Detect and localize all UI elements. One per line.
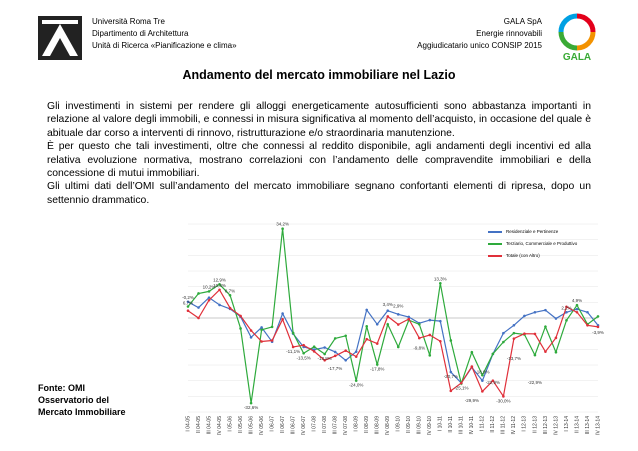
- data-point: [355, 350, 358, 353]
- paragraph: Gli investimenti in sistemi per rendere gli alloggi energeticamente autosufficienti sono abbastanza importanti in relazione al valore degli immobili, e connessi in misura significativa al momento dell’acquisto, in occasione del quale è abituale dar corso a interventi di rinnovo, ristrutturazione e/o straordinaria manutenzione.: [47, 101, 591, 139]
- data-point: [260, 326, 263, 329]
- tick-label: I 04-05: [185, 416, 192, 432]
- data-label: -20,7%: [443, 374, 458, 380]
- data-point: [586, 324, 589, 327]
- tick-label: I 10-11: [437, 416, 444, 432]
- data-point: [344, 349, 347, 352]
- header-left-line: Università Roma Tre: [92, 17, 165, 26]
- data-point: [555, 351, 558, 354]
- data-point: [397, 346, 400, 349]
- data-point: [502, 395, 505, 398]
- tick-label: I 09-10: [395, 416, 402, 432]
- data-point: [481, 379, 484, 382]
- data-point: [428, 354, 431, 357]
- data-point: [292, 332, 295, 335]
- tick-label: III 10-11: [458, 416, 465, 434]
- tick-label: III 08-09: [374, 416, 381, 435]
- tick-label: II 07-08: [321, 416, 328, 433]
- data-point: [250, 336, 253, 339]
- data-label: -25,1%: [454, 385, 469, 391]
- tick-label: II 05-06: [237, 416, 244, 433]
- header-company: [417, 16, 542, 52]
- tick-label: I 12-13: [521, 416, 528, 432]
- data-point: [229, 307, 232, 310]
- tick-label: IV 05-06: [258, 416, 265, 435]
- data-point: [428, 319, 431, 322]
- tick-label: III 09-10: [416, 416, 423, 435]
- data-label: -32,6%: [243, 405, 259, 411]
- data-label: 10,8%: [213, 282, 226, 288]
- data-point: [355, 379, 358, 382]
- data-point: [555, 337, 558, 340]
- legend-item: [488, 250, 598, 262]
- data-point: [334, 337, 337, 340]
- data-point: [576, 304, 579, 307]
- paragraph: È per questo che tali investimenti, oltre che connessi al reddito disponibile, agli andamenti degli incentivi ed alla relativa evoluzione normativa, mostrano correlazioni con l’andamento delle compravendite immobiliari e della concessione di mutui immobiliari.: [47, 141, 591, 180]
- tick-label: II 08-09: [364, 416, 371, 433]
- data-point: [281, 227, 284, 230]
- data-point: [386, 309, 389, 312]
- data-point: [292, 346, 295, 349]
- legend-label: Totale (con Altro): [506, 253, 540, 258]
- data-point: [187, 305, 190, 308]
- tick-label: III 07-08: [332, 416, 339, 435]
- data-label: -13,7%: [506, 355, 522, 361]
- legend-item: [488, 238, 598, 250]
- gala-logo: [554, 12, 600, 62]
- tick-label: IV 07-08: [343, 416, 350, 435]
- tick-label: IV 12-13: [553, 416, 560, 435]
- data-point: [439, 340, 442, 343]
- data-label: 8,7%: [224, 288, 236, 294]
- tick-label: II 06-07: [279, 416, 286, 433]
- data-point: [197, 317, 200, 320]
- data-label: 10,2%: [202, 284, 216, 290]
- header-institution: [92, 16, 237, 52]
- tick-label: IV 09-10: [427, 416, 434, 435]
- data-point: [239, 327, 242, 330]
- source-note: [38, 382, 126, 418]
- data-point: [365, 309, 368, 312]
- data-point: [376, 323, 379, 326]
- header-right-line: Energie rinnovabili: [476, 29, 542, 38]
- data-point: [576, 311, 579, 314]
- data-point: [534, 333, 537, 336]
- paragraph: Gli ultimi dati dell’OMI sull’andamento del mercato immobiliare segnano confortanti elementi di ripresa, dopo un settennio drammatico.: [47, 181, 591, 206]
- data-label: -11,1%: [286, 348, 301, 354]
- tick-label: I 13-14: [563, 416, 570, 432]
- chart-legend: [488, 226, 598, 262]
- data-point: [450, 390, 453, 393]
- tick-label: I 07-08: [311, 416, 318, 432]
- data-point: [260, 328, 263, 331]
- data-point: [365, 325, 368, 328]
- data-point: [439, 282, 442, 285]
- gala-logo-text: GALA: [562, 52, 592, 62]
- tick-label: IV 06-07: [300, 416, 307, 435]
- data-point: [418, 323, 421, 326]
- data-label: -13,5%: [296, 355, 311, 361]
- data-label: 2,9%: [393, 303, 404, 309]
- data-point: [576, 308, 579, 311]
- data-point: [218, 304, 221, 307]
- source-line: Mercato Immobiliare: [38, 407, 126, 417]
- data-point: [597, 315, 600, 318]
- tick-label: II 11-12: [490, 416, 497, 433]
- tick-label: II 04-05: [195, 416, 202, 433]
- data-point: [407, 318, 410, 321]
- data-label: 34,2%: [276, 221, 289, 227]
- university-logo: [38, 16, 82, 60]
- data-point: [397, 313, 400, 316]
- data-point: [218, 289, 221, 292]
- data-point: [365, 338, 368, 341]
- data-label: 6,7%: [182, 300, 194, 306]
- data-point: [376, 363, 379, 366]
- data-point: [197, 292, 200, 295]
- source-line: Fonte: OMI: [38, 383, 85, 393]
- data-label: 2,2%: [561, 305, 572, 311]
- data-point: [397, 323, 400, 326]
- data-point: [386, 323, 389, 326]
- data-point: [250, 329, 253, 332]
- data-point: [523, 332, 526, 335]
- data-point: [239, 315, 242, 318]
- data-point: [271, 326, 274, 329]
- tick-label: II 10-11: [448, 416, 455, 433]
- data-label: -3,9%: [592, 330, 604, 336]
- data-label: 3,4%: [382, 302, 393, 308]
- data-point: [513, 332, 516, 335]
- data-label: -9,8%: [413, 345, 426, 351]
- data-label: -13,8%: [317, 356, 332, 362]
- tick-label: II 13-14: [574, 416, 581, 433]
- tick-label: IV 13-14: [595, 416, 602, 435]
- data-point: [544, 325, 547, 328]
- data-point: [302, 352, 305, 355]
- data-point: [334, 351, 337, 354]
- data-point: [544, 350, 547, 353]
- data-point: [450, 339, 453, 342]
- data-label: -22,9%: [485, 379, 501, 385]
- data-label: -18,9%: [475, 369, 490, 375]
- data-point: [344, 359, 347, 362]
- tick-label: III 05-06: [248, 416, 255, 435]
- data-point: [281, 312, 284, 315]
- data-point: [344, 334, 347, 337]
- data-point: [271, 339, 274, 342]
- data-point: [471, 351, 474, 354]
- data-point: [313, 345, 316, 348]
- data-point: [208, 290, 211, 293]
- tick-label: IV 10-11: [469, 416, 476, 435]
- data-point: [323, 346, 326, 349]
- data-point: [229, 294, 232, 297]
- tick-label: I 11-12: [479, 416, 486, 432]
- tick-label: I 05-06: [227, 416, 234, 432]
- tick-label: I 08-09: [353, 416, 360, 432]
- legend-swatch: [488, 243, 502, 245]
- data-point: [187, 309, 190, 312]
- legend-label: Terziario, Commerciale e Produttivo: [506, 241, 578, 246]
- data-point: [555, 317, 558, 320]
- data-label: 12,9%: [213, 277, 226, 283]
- data-point: [597, 326, 600, 329]
- data-point: [376, 342, 379, 345]
- data-point: [471, 365, 474, 368]
- tick-label: I 06-07: [269, 416, 276, 432]
- data-point: [260, 340, 263, 343]
- header-left-line: Unità di Ricerca «Pianificazione e clima»: [92, 41, 237, 50]
- data-point: [250, 402, 253, 405]
- data-label: -30,0%: [496, 398, 511, 404]
- body-text: [47, 100, 591, 207]
- data-point: [544, 309, 547, 312]
- data-point: [450, 371, 453, 374]
- tick-label: III 12-13: [542, 416, 549, 435]
- data-point: [502, 341, 505, 344]
- tick-label: IV 04-05: [216, 416, 223, 435]
- tick-label: IV 08-09: [385, 416, 392, 435]
- data-label: -29,9%: [464, 398, 479, 404]
- data-point: [523, 315, 526, 318]
- data-point: [565, 319, 568, 322]
- data-point: [418, 337, 421, 340]
- tick-label: III 04-05: [206, 416, 213, 435]
- data-point: [513, 337, 516, 340]
- data-point: [439, 320, 442, 323]
- data-point: [428, 334, 431, 337]
- data-label: -22,9%: [527, 379, 543, 385]
- data-label: 4,9%: [571, 298, 583, 304]
- header-right-line: GALA SpA: [503, 17, 542, 26]
- data-point: [334, 355, 337, 358]
- data-point: [302, 344, 305, 347]
- tick-label: IV 11-12: [511, 416, 518, 435]
- data-point: [323, 353, 326, 356]
- data-point: [534, 311, 537, 314]
- data-point: [492, 352, 495, 355]
- header-right-line: Aggiudicatario unico CONSIP 2015: [417, 41, 542, 50]
- data-label: -17,8%: [370, 366, 385, 372]
- data-point: [586, 311, 589, 314]
- legend-swatch: [488, 255, 502, 257]
- data-point: [502, 332, 505, 335]
- header-left-line: Dipartimento di Architettura: [92, 29, 189, 38]
- legend-swatch: [488, 231, 502, 233]
- data-point: [481, 390, 484, 393]
- data-point: [513, 324, 516, 327]
- tick-label: III 13-14: [584, 416, 591, 435]
- page-title: Andamento del mercato immobiliare nel Lazio: [182, 68, 456, 82]
- data-point: [460, 382, 463, 385]
- data-point: [313, 350, 316, 353]
- data-point: [386, 315, 389, 318]
- data-label: -0,2%: [182, 294, 194, 300]
- data-label: -17,7%: [328, 366, 343, 372]
- data-point: [355, 355, 358, 358]
- source-line: Osservatorio del: [38, 395, 110, 405]
- data-point: [197, 306, 200, 309]
- tick-label: II 12-13: [532, 416, 539, 433]
- data-point: [534, 354, 537, 357]
- legend-item: [488, 226, 598, 238]
- legend-label: Residenziale e Pertinenze: [506, 229, 559, 234]
- data-point: [281, 318, 284, 321]
- tick-label: III 06-07: [290, 416, 297, 435]
- tick-label: II 09-10: [406, 416, 413, 433]
- tick-label: III 11-12: [500, 416, 507, 434]
- data-point: [208, 299, 211, 302]
- data-label: -24,0%: [349, 382, 364, 388]
- data-label: 13,3%: [433, 276, 447, 282]
